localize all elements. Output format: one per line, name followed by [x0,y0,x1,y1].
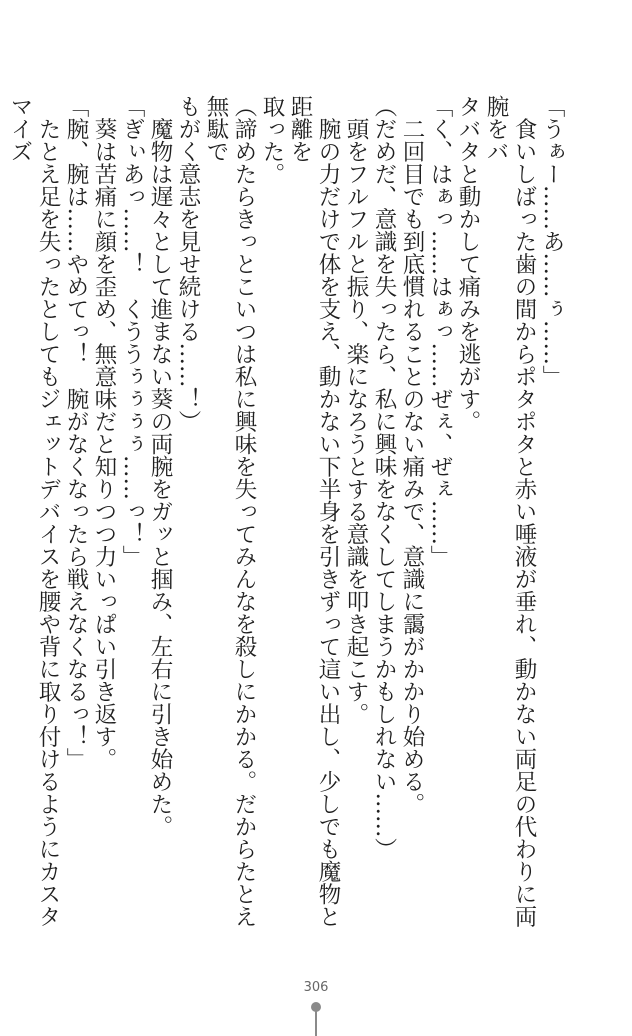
page-number: 306 [303,980,329,995]
text-line: （諦めたらきっとこいつは私に興味を失ってみんなを殺しにかかる。だからたとえ無駄で [203,95,257,928]
text-line: タバタと動かして痛みを逃がす。 [455,95,481,433]
text-line: 頭をフルフルと振り、楽になろうとする意識を叩き起こす。 [343,95,369,725]
page-marker-icon [311,1002,321,1034]
text-line: 取った。 [259,95,285,185]
page-marker-stem [315,1010,317,1036]
text-line: 「ぎぃあっ……！ くううぅぅぅぅ……っ！」 [119,95,145,568]
text-line: もがく意志を見せ続ける……！） [175,95,201,433]
text-line: （だめだ、意識を失ったら、私に興味をなくしてしまうかもしれない……） [371,95,397,860]
text-line: 食いしばった歯の間からポタポタと赤い唾液が垂れ、動かない両足の代わりに両腕をバ [483,95,537,928]
text-line: 「腕、腕は……やめてっ！ 腕がなくなったら戦えなくなるっ！」 [63,95,89,770]
text-line: 腕の力だけで体を支え、動かない下半身を引きずって這い出し、少しでも魔物と距離を [287,95,341,928]
text-line: たとえ足を失ったとしてもジェットデバイスを腰や背に取り付けるようにカスタマイズ [7,95,61,928]
text-line: 魔物は遅々として進まない葵の両腕をガッと掴み、左右に引き始めた。 [147,95,173,838]
text-line: 二回目でも到底慣れることのない痛みで、意識に靄がかかり始める。 [399,95,425,815]
text-line: 葵は苦痛に顔を歪め、無意味だと知りつつ力いっぱい引き返す。 [91,95,117,770]
text-line: 「うぁー……あ……ぅ……」 [539,95,565,388]
vertical-text-body [6,95,566,935]
text-line: 「く、はぁっ……はぁっ……ぜぇ、ぜぇ……」 [427,95,453,568]
